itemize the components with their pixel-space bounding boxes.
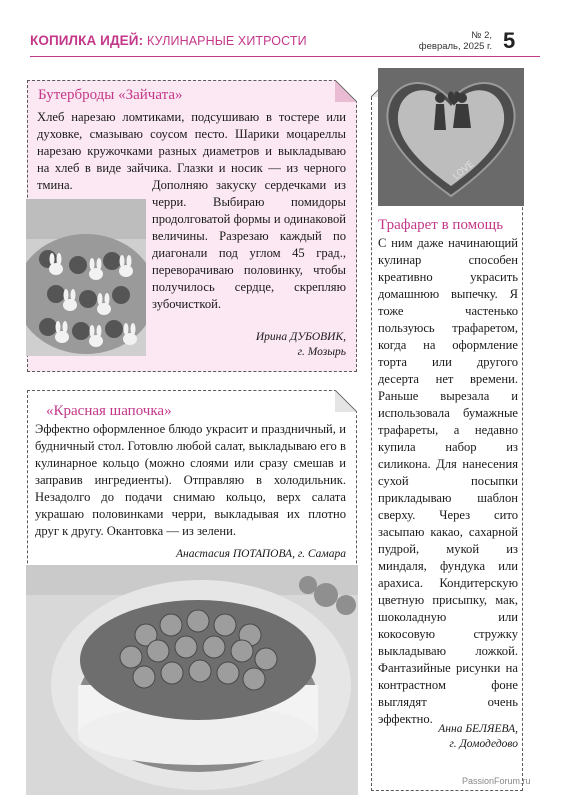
folded-corner bbox=[335, 390, 357, 412]
page-header bbox=[0, 0, 563, 62]
article-title: «Красная шапочка» bbox=[46, 403, 172, 419]
article-title: Бутерброды «Зайчата» bbox=[38, 87, 183, 103]
folded-corner bbox=[335, 80, 357, 102]
author-city: г. Домодедово bbox=[449, 738, 518, 750]
article-text-top: Хлеб нарезаю ломтиками, подсушиваю в тостере или духовке, смазываю соусом песто. Шарики моцареллы нарезаю кружочками разных диаметров и выкладываю на хлеб в виде зайчика. Глазки и носик — из черного тмина. bbox=[37, 110, 346, 192]
heart-cake-photo bbox=[378, 68, 524, 206]
issue-number: № 2, bbox=[471, 30, 492, 41]
article-bunny-sandwiches bbox=[27, 80, 357, 372]
section-label: КОПИЛКА ИДЕЙ: bbox=[30, 33, 144, 48]
article-text-side: Дополняю закуску сердечками из черри. Выбираю помидоры продолговатой формы и одинаковой величины. Разрезаю каждый по диагонали под углом 45 град., переворачиваю половинку, чтобы получилось сердце, скрепляю зубочисткой. bbox=[152, 178, 346, 311]
header-rule bbox=[30, 56, 540, 57]
issue-info bbox=[412, 30, 492, 52]
love-text: LOVE bbox=[451, 159, 476, 183]
author-name: Ирина ДУБОВИК, bbox=[255, 331, 346, 343]
article-author bbox=[438, 722, 518, 752]
subsection-label: КУЛИНАРНЫЕ ХИТРОСТИ bbox=[147, 34, 307, 48]
watermark: PassionForum.ru bbox=[462, 776, 531, 786]
article-author bbox=[256, 330, 346, 360]
article-stencil bbox=[371, 77, 523, 791]
author-name: Анна БЕЛЯЕВА, bbox=[438, 723, 518, 735]
author-city: г. Мозырь bbox=[297, 346, 346, 358]
issue-date: февраль, 2025 г. bbox=[418, 41, 492, 52]
page-number: 5 bbox=[503, 28, 516, 53]
article-author: Анастасия ПОТАПОВА, г. Самара bbox=[175, 548, 346, 560]
article-text: С ним даже начинающий кулинар способен креативно украсить домашнюю выпечку. Я тоже частенько пользуюсь трафаретом, когда на оформление торта или другого десерта нет времени. Раньше вырезала и использовала бумажные трафареты, а недавно купила набор из силикона. Для нанесения сухой посыпки прикладываю шаблон сверху. Через сито засыпаю какао, сахарной пудрой, мукой из миндаля, фундука или арахиса. Кондитерскую цветную присыпку, мак, шоколадную или кокосовую стружку выкладываю ложкой. Фантазийные рисунки на контрастном фоне выглядят очень эффектно. bbox=[378, 236, 518, 726]
bunny-sandwich-photo bbox=[26, 199, 146, 356]
section-title bbox=[30, 33, 307, 48]
article-red-riding-hood bbox=[27, 390, 357, 794]
article-title: Трафарет в помощь bbox=[378, 217, 504, 233]
salad-photo bbox=[26, 565, 358, 795]
article-text: Эффектно оформленное блюдо украсит и праздничный, и будничный стол. Готовлю любой салат, выкладываю его в кулинарное кольцо (можно слоями или сразу смешав и заправив ингредиенты). Отправляю в холодильник. Незадолго до подачи снимаю кольцо, верх салата украшаю половинками черри, выкладывая их плотно друг к другу. Окантовка — из зелени. bbox=[35, 422, 346, 538]
